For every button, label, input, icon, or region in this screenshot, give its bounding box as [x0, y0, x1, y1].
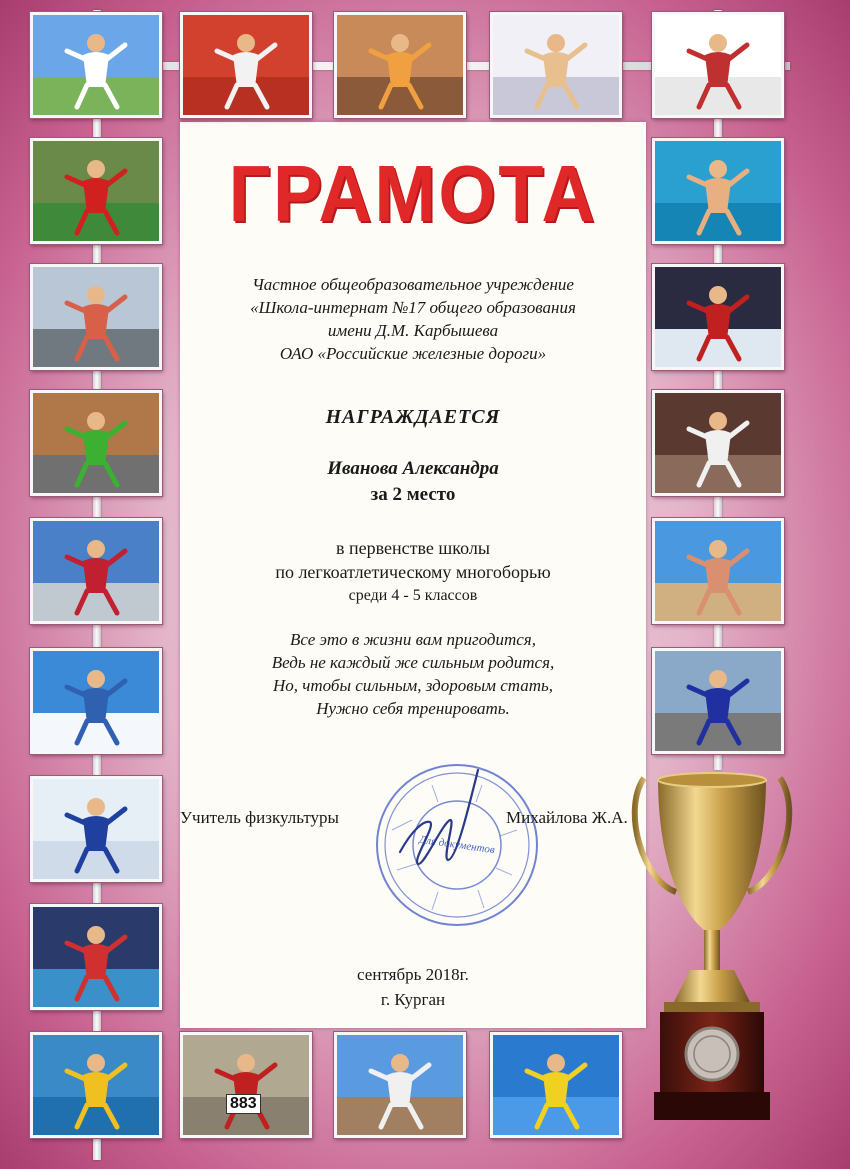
institution-line: Частное общеобразовательное учреждение — [252, 275, 574, 294]
signer-role: Учитель физкультуры — [180, 808, 339, 827]
certificate-title: ГРАМОТА — [228, 149, 598, 238]
poem-line: Нужно себя тренировать. — [316, 699, 510, 718]
poem-line: Все это в жизни вам пригодится, — [290, 630, 536, 649]
basketball-photo — [652, 12, 784, 118]
trophy-cup-icon — [624, 770, 800, 1130]
issue-date: сентябрь 2018г. — [357, 965, 469, 984]
institution-line: ОАО «Российские железные дороги» — [279, 344, 547, 363]
boxing-photo — [30, 904, 162, 1010]
award-heading: НАГРАЖДАЕТСЯ — [325, 406, 501, 428]
cycling-photo — [30, 518, 162, 624]
football-photo — [30, 138, 162, 244]
hockey-photo — [652, 264, 784, 370]
motorcycle-photo — [30, 390, 162, 496]
water-polo-photo — [30, 1032, 162, 1138]
poem-line: Но, чтобы сильным, здоровым стать, — [272, 676, 554, 695]
institution-name — [180, 273, 646, 365]
poem-line: Ведь не каждый же сильным родится, — [271, 653, 555, 672]
competition-line: в первенстве школы — [336, 538, 490, 558]
running-athlete-photo — [180, 1032, 312, 1138]
martial-arts-photo — [30, 12, 162, 118]
institution-line: имени Д.М. Карбышева — [327, 321, 499, 340]
institution-line: «Школа-интернат №17 общего образования — [250, 298, 576, 317]
high-jump-photo — [490, 1032, 622, 1138]
competition-description — [180, 536, 646, 608]
stamp-text: Для документов — [418, 833, 496, 857]
fencing-photo — [180, 12, 312, 118]
poem — [180, 628, 646, 720]
tennis-photo — [334, 12, 466, 118]
recipient-name: Иванова Александра — [327, 458, 499, 479]
issue-city: г. Курган — [380, 990, 446, 1009]
speed-skating-photo — [30, 776, 162, 882]
car-racing-photo — [652, 648, 784, 754]
weightlifting-photo — [30, 264, 162, 370]
motocross-photo — [334, 1032, 466, 1138]
school-stamp — [372, 760, 542, 930]
pole-vault-photo — [490, 12, 622, 118]
issue-info — [180, 962, 646, 1012]
competition-line: среди 4 - 5 классов — [348, 587, 478, 604]
athlete-bib-number: 883 — [226, 1094, 261, 1114]
competition-line: по легкоатлетическому многоборью — [275, 562, 551, 582]
skiing-photo — [30, 648, 162, 754]
signer-name: Михайлова Ж.А. — [506, 808, 628, 827]
swimming-photo — [652, 138, 784, 244]
place-text: за 2 место — [370, 484, 456, 505]
gymnastics-rings-photo — [652, 390, 784, 496]
volleyball-photo — [652, 518, 784, 624]
